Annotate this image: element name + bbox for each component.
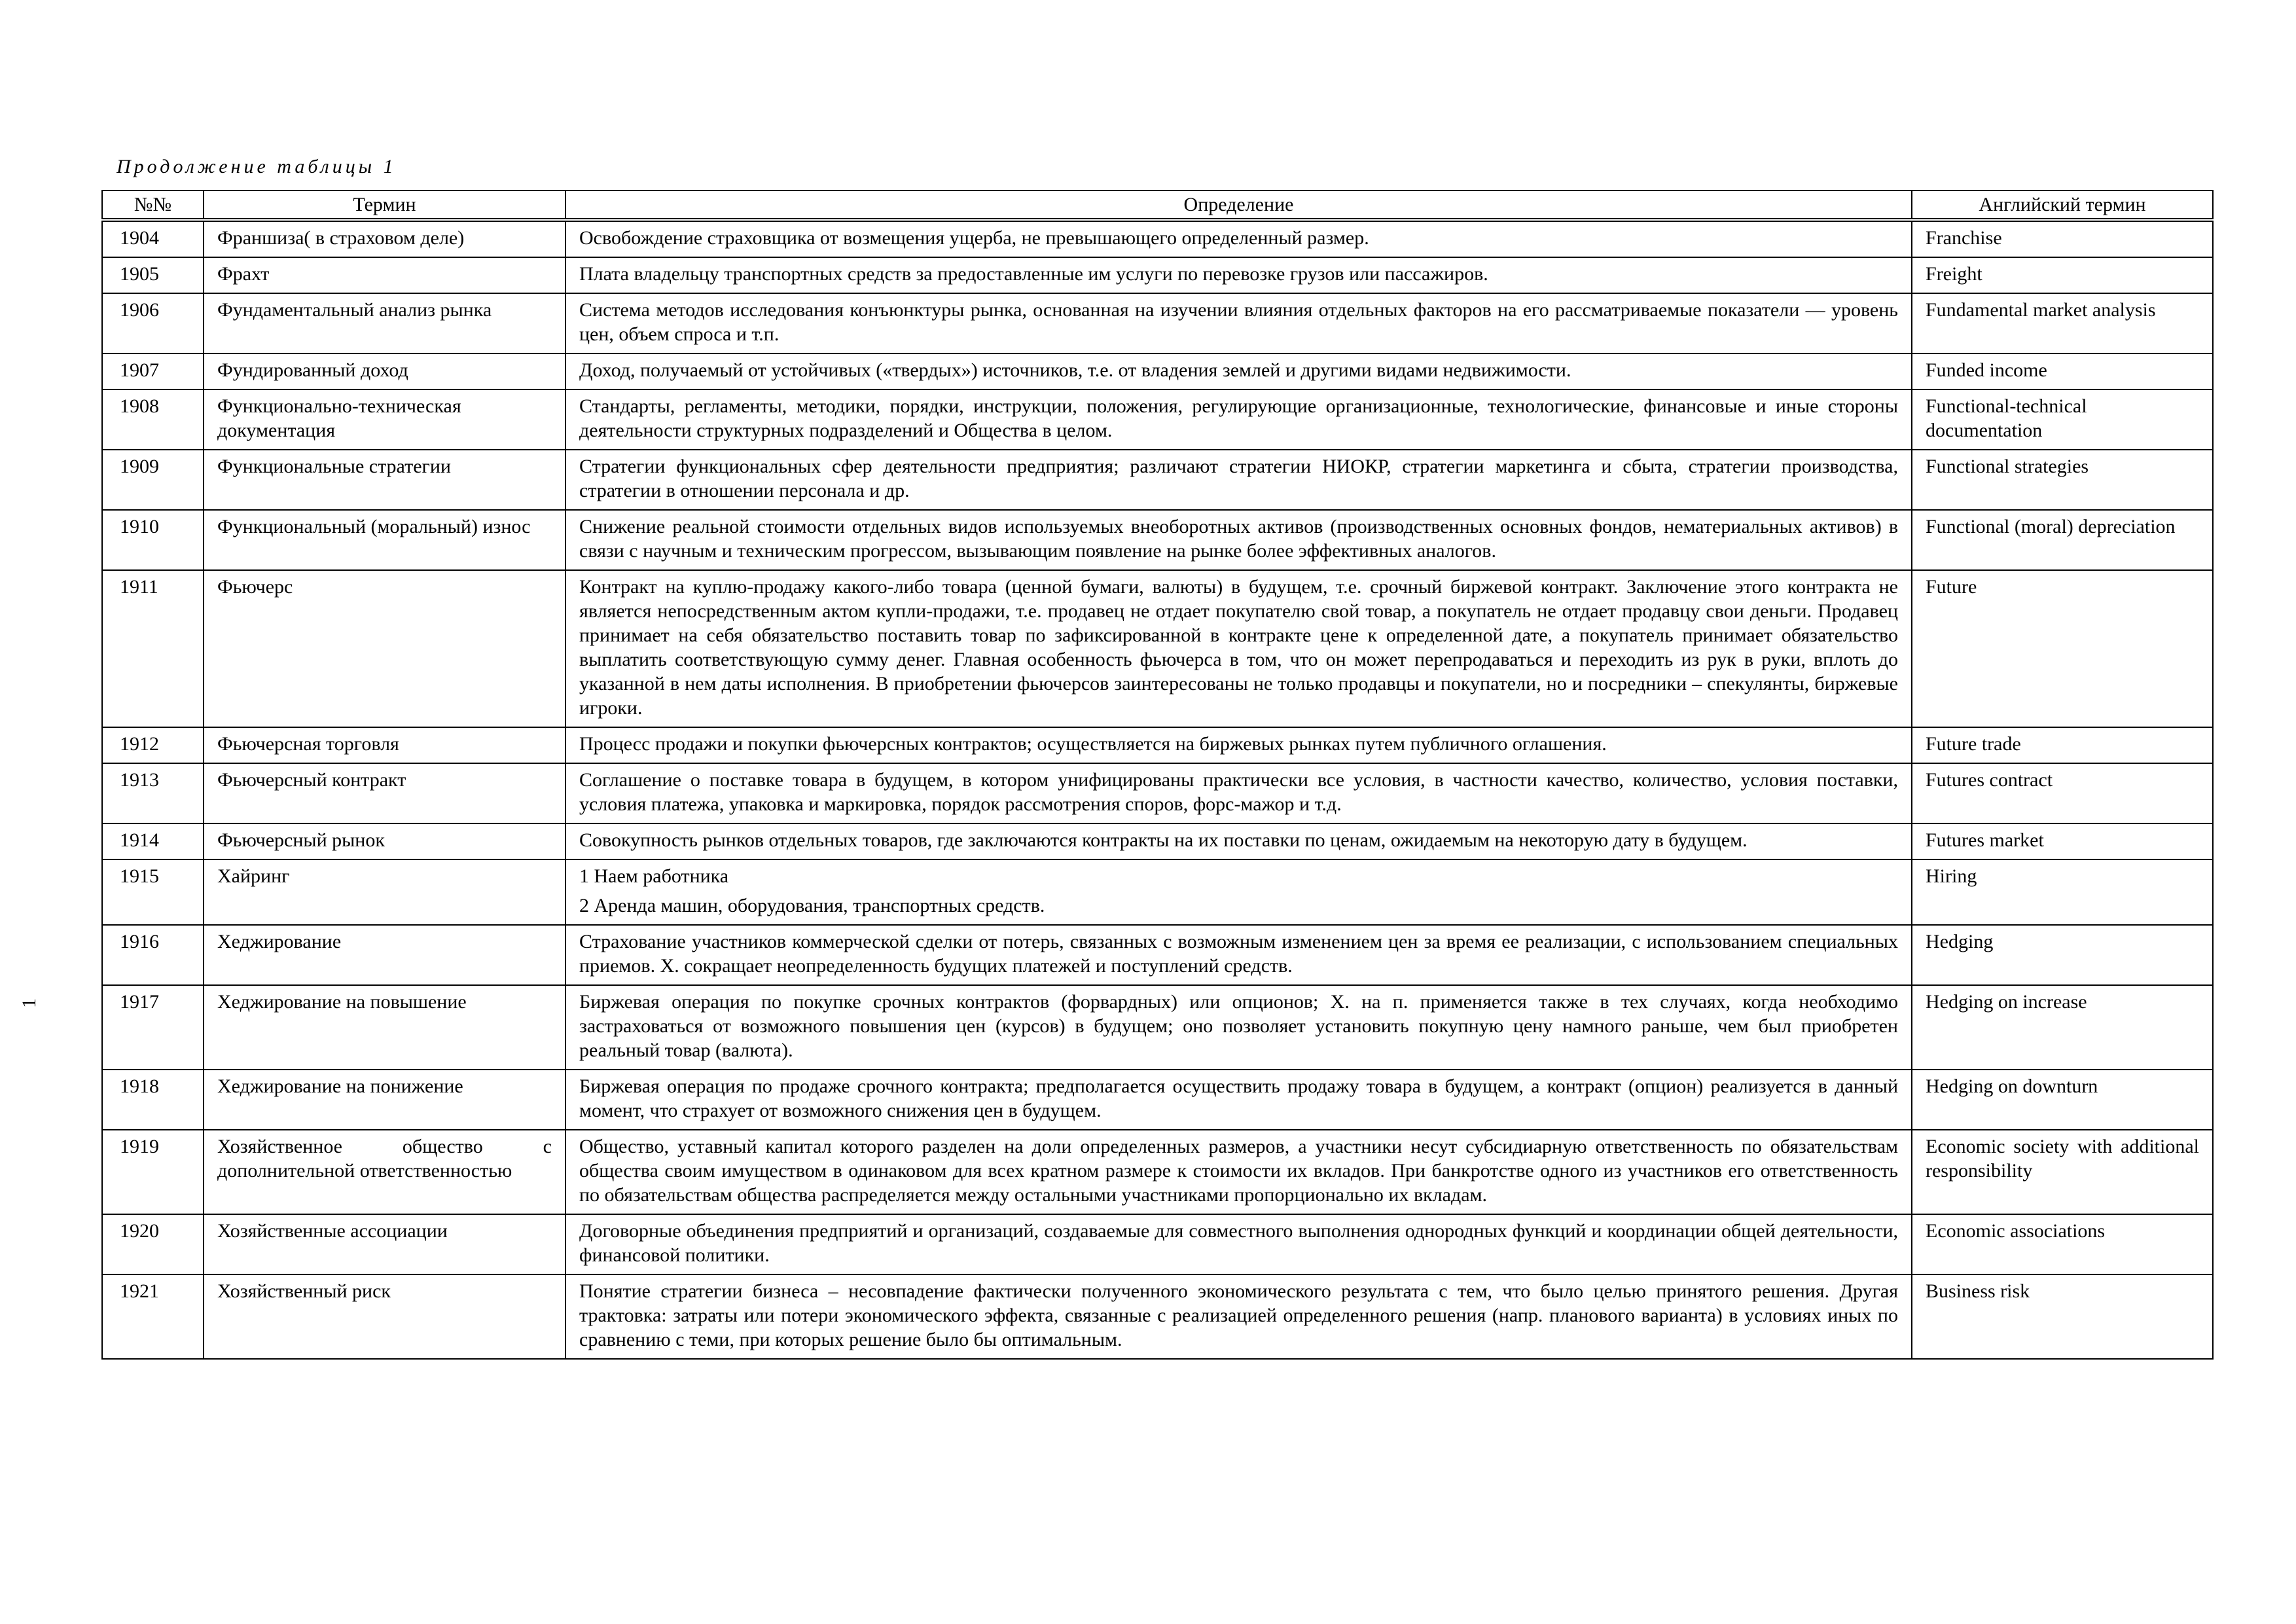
definition-paragraph: Стратегии функциональных сфер деятельности предприятия; различают стратегии НИОКР, стратегии маркетинга и сбыта, стратегии производства, стратегии в отношении персонала и др.: [579, 456, 1898, 501]
definition-paragraph: Общество, уставный капитал которого разделен на доли определенных размеров, а участники несут субсидиарную ответственность по обязательствам общества своим имуществом в одинаковом для всех кратном размере к стоимости их вкладов. При банкротстве одного из участников его ответственность по обязательствам общества распределяется между остальными участниками пропорционально их вкладам.: [579, 1136, 1898, 1206]
row-term: Фундаментальный анализ рынка: [204, 293, 565, 353]
table-row: [102, 293, 2213, 353]
definition-paragraph: Совокупность рынков отдельных товаров, где заключаются контракты на их поставки по ценам, ожидаемым на некоторую дату в будущем.: [579, 829, 1748, 851]
row-definition: [565, 985, 1912, 1070]
row-definition: [565, 220, 1912, 257]
table-row: [102, 570, 2213, 727]
row-definition: [565, 1130, 1912, 1214]
row-definition: [565, 257, 1912, 293]
row-definition: [565, 1214, 1912, 1274]
row-number: 1904: [102, 220, 204, 257]
row-number: 1911: [102, 570, 204, 727]
row-term: Фьючерсный рынок: [204, 823, 565, 859]
row-number: 1915: [102, 859, 204, 925]
table-row: [102, 1214, 2213, 1274]
row-definition: [565, 763, 1912, 823]
definition-paragraph: Договорные объединения предприятий и организаций, создаваемые для совместного выполнения однородных функций и координации общей деятельности, финансовой политики.: [579, 1220, 1898, 1266]
table-row: [102, 727, 2213, 763]
row-term: Фундированный доход: [204, 353, 565, 389]
table-row: [102, 1130, 2213, 1214]
row-term: Функциональные стратегии: [204, 450, 565, 510]
definition-paragraph: Плата владельцу транспортных средств за предоставленные им услуги по перевозке грузов или пассажиров.: [579, 263, 1488, 285]
row-term: Франшиза( в страховом деле): [204, 220, 565, 257]
table-row: [102, 859, 2213, 925]
table-row: [102, 1274, 2213, 1359]
row-number: 1917: [102, 985, 204, 1070]
row-number: 1912: [102, 727, 204, 763]
row-english-term: Functional-technical documentation: [1912, 389, 2213, 450]
definition-paragraph: Снижение реальной стоимости отдельных видов используемых внеоборотных активов (производственных основных фондов, нематериальных активов) в связи с научным и техническим прогрессом, вызывающим появление на рынке более эффективных аналогов.: [579, 516, 1898, 562]
row-definition: [565, 1274, 1912, 1359]
row-definition: [565, 293, 1912, 353]
definition-paragraph: Биржевая операция по покупке срочных контрактов (форвардных) или опционов; Х. на п. применяется также в тех случаях, когда необходимо застраховаться от возможного повышения цен (курсов) в будущем; оно позволяет установить покупную цену намного раньше, чем был приобретен реальный товар (валюта).: [579, 991, 1898, 1061]
row-definition: [565, 727, 1912, 763]
row-definition: [565, 859, 1912, 925]
row-term: Хозяйственный риск: [204, 1274, 565, 1359]
table-row: [102, 389, 2213, 450]
header-definition: Определение: [565, 190, 1912, 220]
row-number: 1906: [102, 293, 204, 353]
row-number: 1918: [102, 1070, 204, 1130]
definition-paragraph: Контракт на куплю-продажу какого-либо товара (ценной бумаги, валюты) в будущем, т.е. срочный биржевой контракт. Заключение этого контракта не является непосредственным актом купли-продажи, т.е. продавец не отдает покупателю свой товар, а покупатель не отдает продавцу свои деньги. Продавец принимает на себя обязательство поставить товар по зафиксированной в контракте цене к определенной дате, а покупатель принимает обязательство выплатить соответствующую сумму денег. Главная особенность фьючерса в том, что он может перепродаваться и переходить из рук в руки, вплоть до указанной в нем даты исполнения. В приобретении фьючерсов заинтересованы не только продавцы и покупатели, но и посредники – спекулянты, биржевые игроки.: [579, 576, 1898, 719]
definition-paragraph: 2 Аренда машин, оборудования, транспортных средств.: [579, 895, 1045, 916]
row-definition: [565, 823, 1912, 859]
row-definition: [565, 1070, 1912, 1130]
table-row: [102, 220, 2213, 257]
row-number: 1908: [102, 389, 204, 450]
row-term: Хеджирование на понижение: [204, 1070, 565, 1130]
row-term: Хайринг: [204, 859, 565, 925]
definition-paragraph: Биржевая операция по продаже срочного контракта; предполагается осуществить продажу товара в будущем, а контракт (опцион) реализуется в данный момент, что страхует от возможного снижения цен в будущем.: [579, 1075, 1898, 1121]
row-english-term: Franchise: [1912, 220, 2213, 257]
row-number: 1921: [102, 1274, 204, 1359]
table-row: [102, 823, 2213, 859]
row-number: 1919: [102, 1130, 204, 1214]
row-number: 1905: [102, 257, 204, 293]
table-row: [102, 510, 2213, 570]
definition-paragraph: Страхование участников коммерческой сделки от потерь, связанных с возможным изменением цен за время ее реализации, с использованием специальных приемов. Х. сокращает неопределенность будущих платежей и поступлений средств.: [579, 931, 1898, 977]
row-english-term: Freight: [1912, 257, 2213, 293]
row-number: 1907: [102, 353, 204, 389]
row-english-term: Funded income: [1912, 353, 2213, 389]
definition-paragraph: Понятие стратегии бизнеса – несовпадение фактически полученного экономического результата с тем, что было целью принятого решения. Другая трактовка: затраты или потери экономического эффекта, связанные с реализацией определенного решения (напр. планового варианта) в условиях иных по сравнению с теми, при которых решение было бы оптимальным.: [579, 1280, 1898, 1350]
row-english-term: Functional strategies: [1912, 450, 2213, 510]
table-row: [102, 450, 2213, 510]
header-term: Термин: [204, 190, 565, 220]
definition-paragraph: Освобождение страховщика от возмещения ущерба, не превышающего определенный размер.: [579, 227, 1369, 249]
row-english-term: Business risk: [1912, 1274, 2213, 1359]
definition-paragraph: Процесс продажи и покупки фьючерсных контрактов; осуществляется на биржевых рынках путем публичного оглашения.: [579, 733, 1607, 755]
row-term: Хеджирование: [204, 925, 565, 985]
row-term: Функциональный (моральный) износ: [204, 510, 565, 570]
row-english-term: Hedging on downturn: [1912, 1070, 2213, 1130]
row-number: 1916: [102, 925, 204, 985]
header-row: [102, 190, 2213, 220]
row-definition: [565, 925, 1912, 985]
row-number: 1914: [102, 823, 204, 859]
row-number: 1913: [102, 763, 204, 823]
row-english-term: Economic associations: [1912, 1214, 2213, 1274]
row-english-term: Hedging: [1912, 925, 2213, 985]
row-term: Фьючерс: [204, 570, 565, 727]
row-term: Фрахт: [204, 257, 565, 293]
definition-paragraph: 1 Наем работника: [579, 865, 729, 887]
table-row: [102, 257, 2213, 293]
row-term: Хозяйственное общество с дополнительной ответственностью: [204, 1130, 565, 1214]
row-english-term: Functional (moral) depreciation: [1912, 510, 2213, 570]
row-term: Хеджирование на повышение: [204, 985, 565, 1070]
row-english-term: Futures contract: [1912, 763, 2213, 823]
table-caption: Продолжение таблицы 1: [117, 156, 397, 177]
row-term: Функционально-техническая документация: [204, 389, 565, 450]
table-row: [102, 763, 2213, 823]
row-english-term: Future: [1912, 570, 2213, 727]
definition-paragraph: Система методов исследования конъюнктуры рынка, основанная на изучении влияния отдельных факторов на его рассматриваемые показатели — уровень цен, объем спроса и т.п.: [579, 299, 1898, 345]
row-definition: [565, 450, 1912, 510]
row-definition: [565, 510, 1912, 570]
row-number: 1910: [102, 510, 204, 570]
row-english-term: Fundamental market analysis: [1912, 293, 2213, 353]
table-row: [102, 925, 2213, 985]
header-num: №№: [102, 190, 204, 220]
row-english-term: Hedging on increase: [1912, 985, 2213, 1070]
table-header: [102, 190, 2213, 220]
row-english-term: Hiring: [1912, 859, 2213, 925]
row-definition: [565, 570, 1912, 727]
row-term: Фьючерсная торговля: [204, 727, 565, 763]
glossary-table: [101, 190, 2214, 1360]
table-row: [102, 1070, 2213, 1130]
table-row: [102, 353, 2213, 389]
page-number: 1: [18, 998, 40, 1008]
row-term: Фьючерсный контракт: [204, 763, 565, 823]
row-definition: [565, 389, 1912, 450]
table-row: [102, 985, 2213, 1070]
row-english-term: Futures market: [1912, 823, 2213, 859]
row-term: Хозяйственные ассоциации: [204, 1214, 565, 1274]
row-number: 1920: [102, 1214, 204, 1274]
row-english-term: Economic society with additional responsibility: [1912, 1130, 2213, 1214]
row-english-term: Future trade: [1912, 727, 2213, 763]
table-body: [102, 220, 2213, 1359]
definition-paragraph: Стандарты, регламенты, методики, порядки, инструкции, положения, регулирующие организационные, технологические, финансовые и иные стороны деятельности структурных подразделений и Общества в целом.: [579, 395, 1898, 441]
row-number: 1909: [102, 450, 204, 510]
definition-paragraph: Соглашение о поставке товара в будущем, в котором унифицированы практически все условия, в частности качество, количество, условия поставки, условия платежа, упаковка и маркировка, порядок рассмотрения споров, форс-мажор и т.д.: [579, 769, 1898, 815]
row-definition: [565, 353, 1912, 389]
header-english: Английский термин: [1912, 190, 2213, 220]
definition-paragraph: Доход, получаемый от устойчивых («твердых») источников, т.е. от владения землей и другими видами недвижимости.: [579, 359, 1571, 381]
